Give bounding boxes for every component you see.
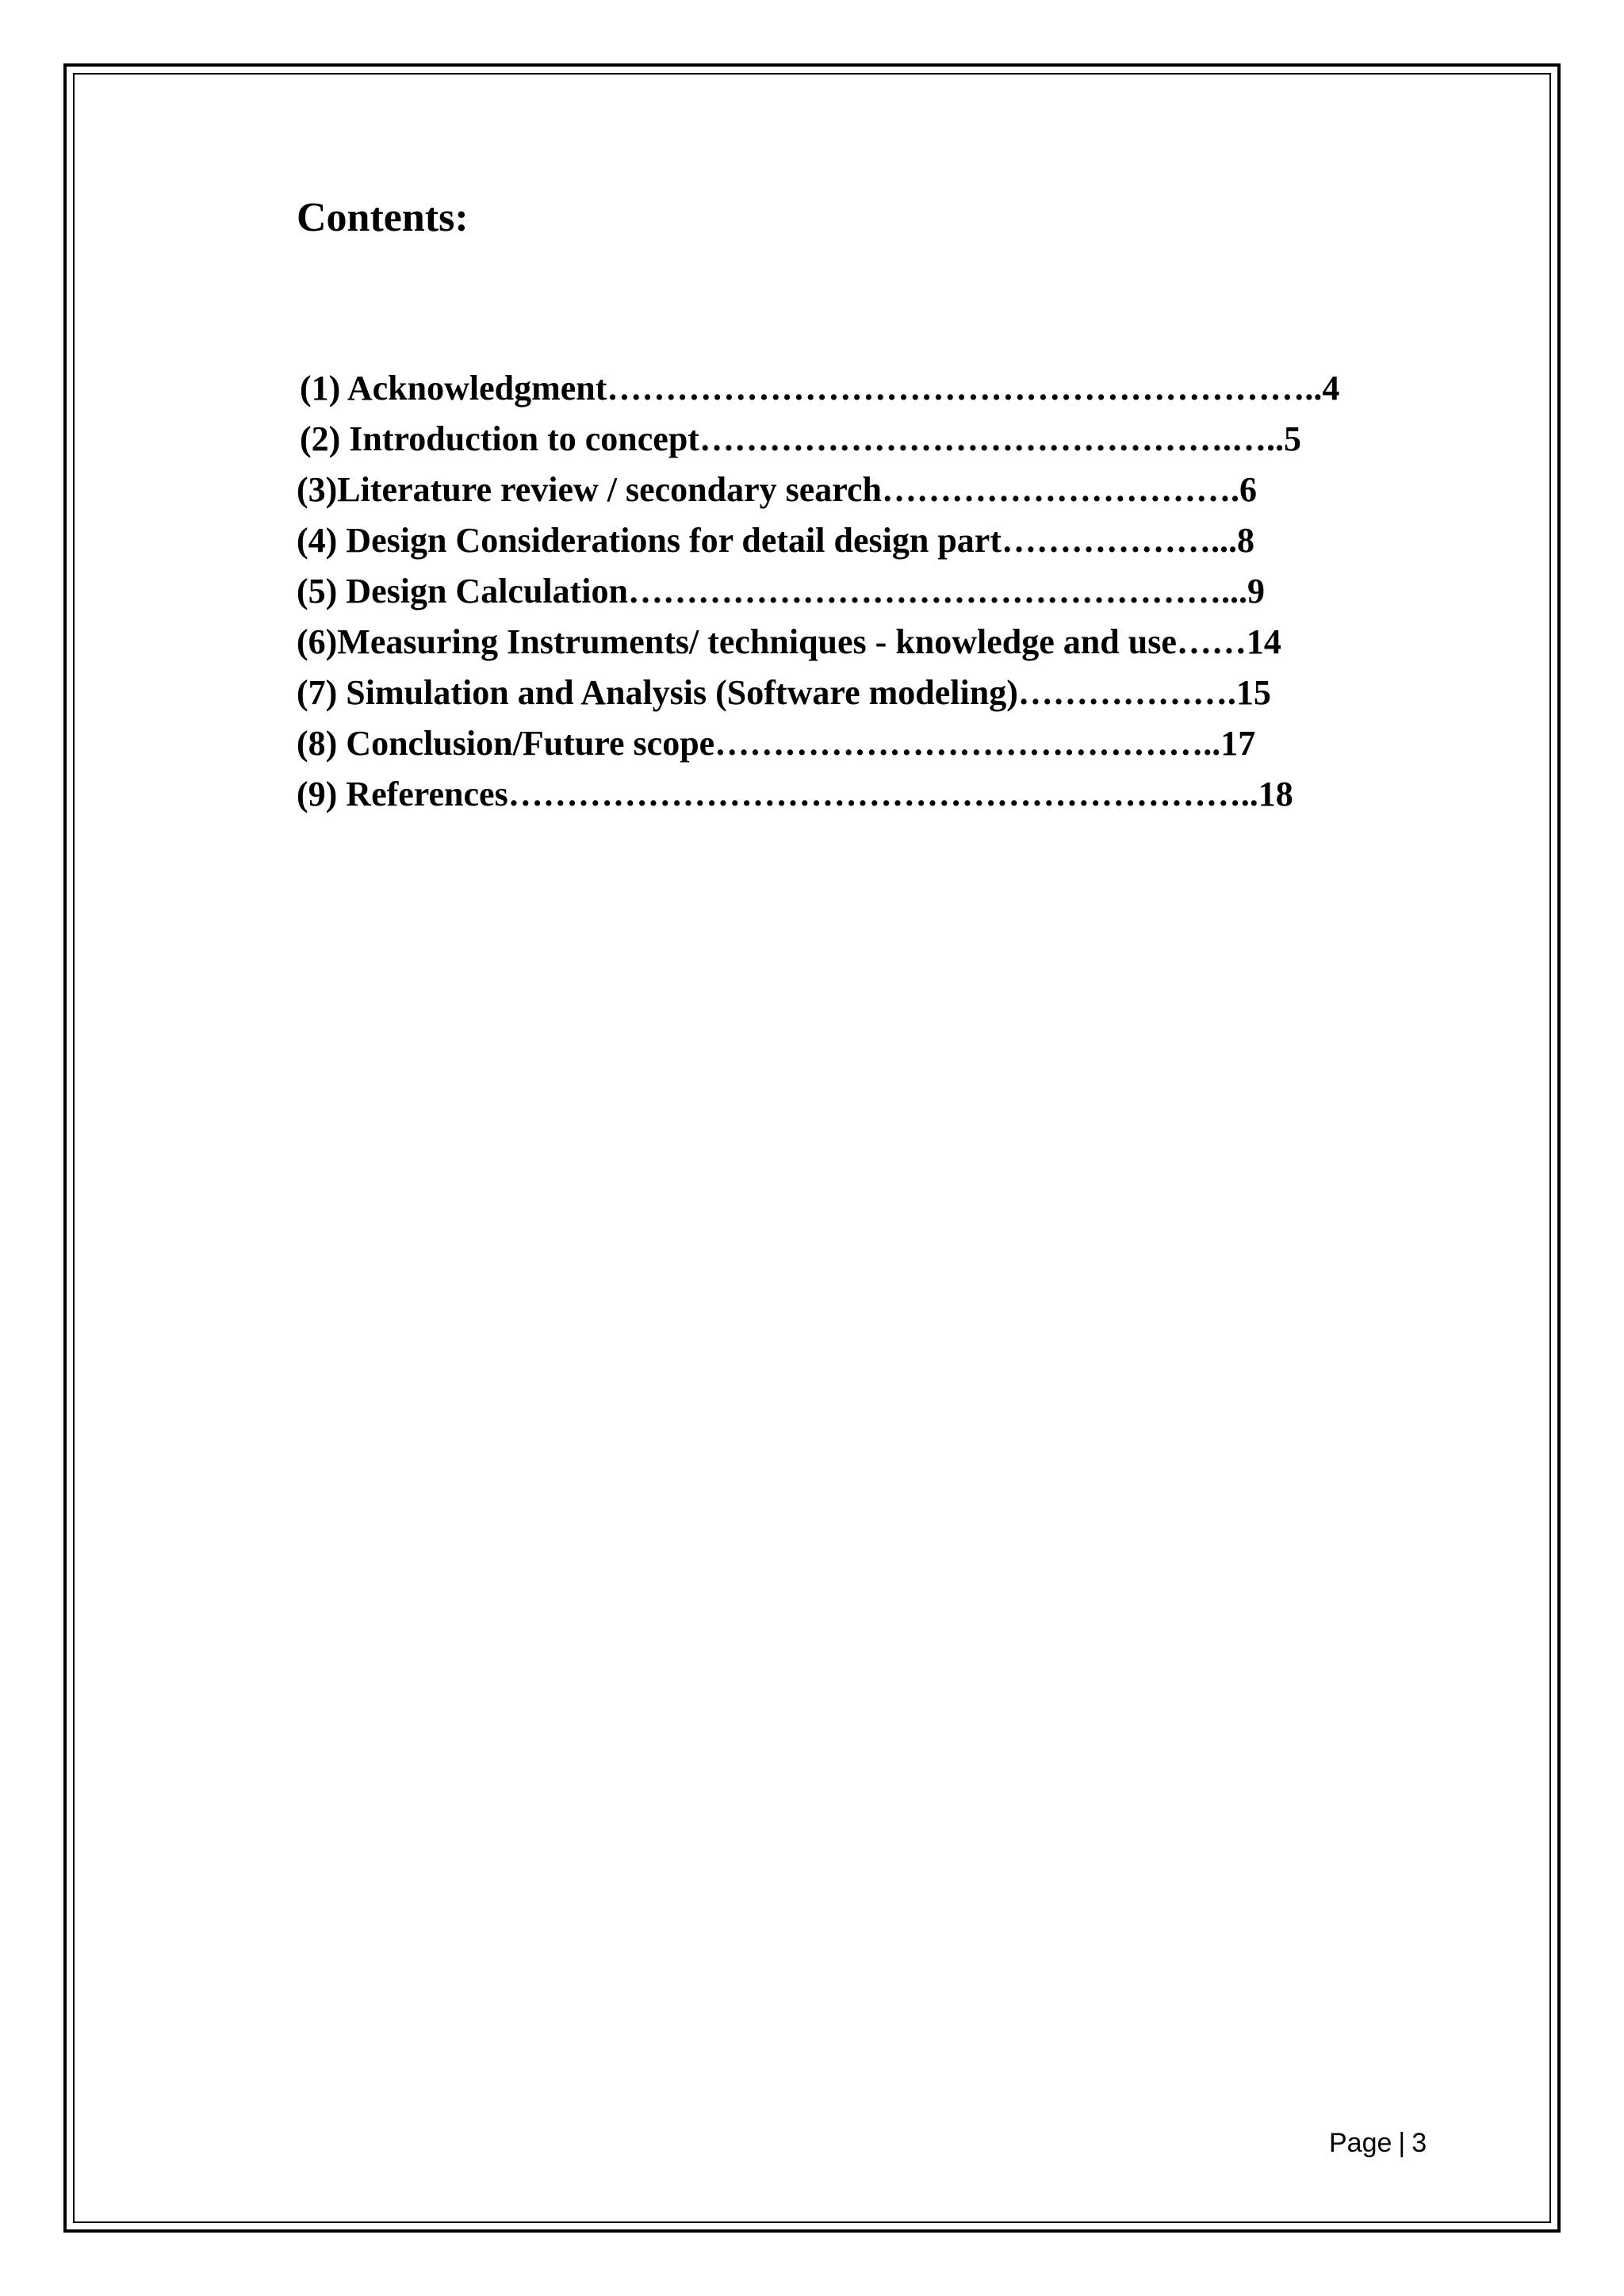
page-separator: | <box>1398 2128 1406 2158</box>
page-footer <box>1329 2128 1427 2159</box>
page-number: 3 <box>1411 2128 1427 2158</box>
toc-entry-introduction: (2) Introduction to concept……………………………………….…..5 <box>300 419 1301 458</box>
page-label: Page <box>1329 2128 1392 2158</box>
toc-entry-acknowledgment: (1) Acknowledgment……………………………………………………..4 <box>300 369 1340 408</box>
toc-entry-references: (9) References………………………………………………………..18 <box>297 775 1293 813</box>
toc-entry-simulation-analysis: (7) Simulation and Analysis (Software modeling)……………….15 <box>297 673 1271 712</box>
toc-entry-design-considerations: (4) Design Considerations for detail design part………………...8 <box>297 521 1254 560</box>
table-of-contents <box>297 363 1339 820</box>
toc-entry-design-calculation: (5) Design Calculation……………………………………………...9 <box>297 572 1265 610</box>
toc-entry-literature-review: (3)Literature review / secondary search………………………….6 <box>297 470 1258 509</box>
contents-heading: Contents: <box>297 195 469 240</box>
toc-entry-measuring-instruments: (6)Measuring Instruments/ techniques - knowledge and use……14 <box>297 622 1281 661</box>
toc-entry-conclusion: (8) Conclusion/Future scope……………………………………..17 <box>297 724 1256 763</box>
